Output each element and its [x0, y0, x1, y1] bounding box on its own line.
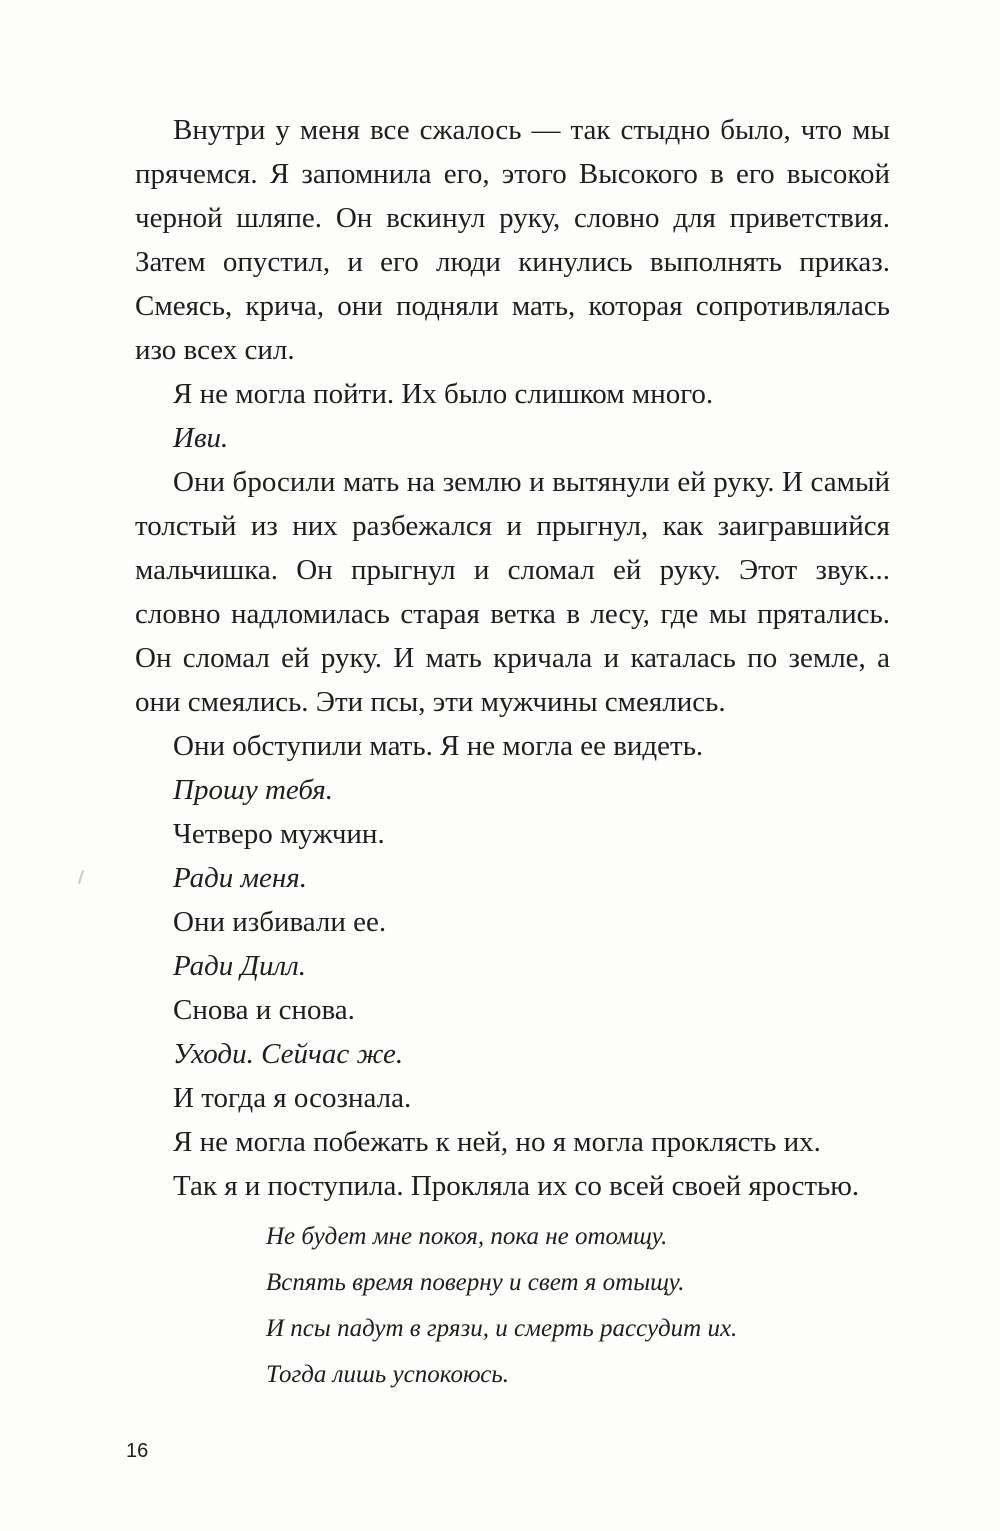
paper-mark	[78, 870, 84, 884]
short-line-8: Уходи. Сейчас же.	[173, 1038, 404, 1070]
poem-line-2: Вспять время поверну и свет я отыщу.	[266, 1269, 685, 1296]
page-number: 16	[126, 1440, 149, 1462]
short-line-5: Они избивали ее.	[173, 906, 387, 938]
short-line-9: И тогда я осознала.	[173, 1082, 412, 1114]
poem-line-1: Не будет мне покоя, пока не отомщу.	[266, 1223, 668, 1250]
short-line-1: Они обступили мать. Я не могла ее видеть.	[173, 730, 704, 762]
short-line-10: Я не могла побежать к ней, но я могла проклясть их.	[173, 1126, 821, 1158]
short-line-4: Ради меня.	[173, 862, 308, 894]
body-text	[135, 108, 890, 1208]
paragraph-2: Они бросили мать на землю и вытянули ей руку. И самый толстый из них разбежался и прыгнул, как заигравшийся мальчишка. Он прыгнул и сломал ей руку. Этот звук... словно надломилась старая ветка в лесу, где мы прятались. Он сломал ей руку. И мать кричала и каталась по земле, а они смеялись. Эти псы, эти мужчины смеялись.	[135, 466, 890, 718]
poem-line-3: И псы падут в грязи, и смерть рассудит их.	[266, 1315, 738, 1342]
short-line-11: Так я и поступила. Прокляла их со всей своей яростью.	[173, 1170, 860, 1202]
short-line-7: Снова и снова.	[173, 994, 355, 1026]
poem-stanza	[266, 1214, 866, 1398]
short-line-6: Ради Дилл.	[173, 950, 307, 982]
paragraph-1: Внутри у меня все сжалось — так стыдно было, что мы прячемся. Я запомнила его, этого Высокого в его высокой черной шляпе. Он вскинул руку, словно для приветствия. Затем опустил, и его люди кинулись выполнять приказ. Смеясь, крича, они подняли мать, которая сопротивлялась изо всех сил.	[135, 114, 890, 366]
short-line-2: Прошу тебя.	[173, 774, 333, 806]
line-cannot-go: Я не могла пойти. Их было слишком много.	[173, 378, 714, 410]
poem-line-4: Тогда лишь успокоюсь.	[266, 1361, 510, 1388]
short-line-3: Четверо мужчин.	[173, 818, 385, 850]
line-ivi: Иви.	[173, 422, 229, 454]
